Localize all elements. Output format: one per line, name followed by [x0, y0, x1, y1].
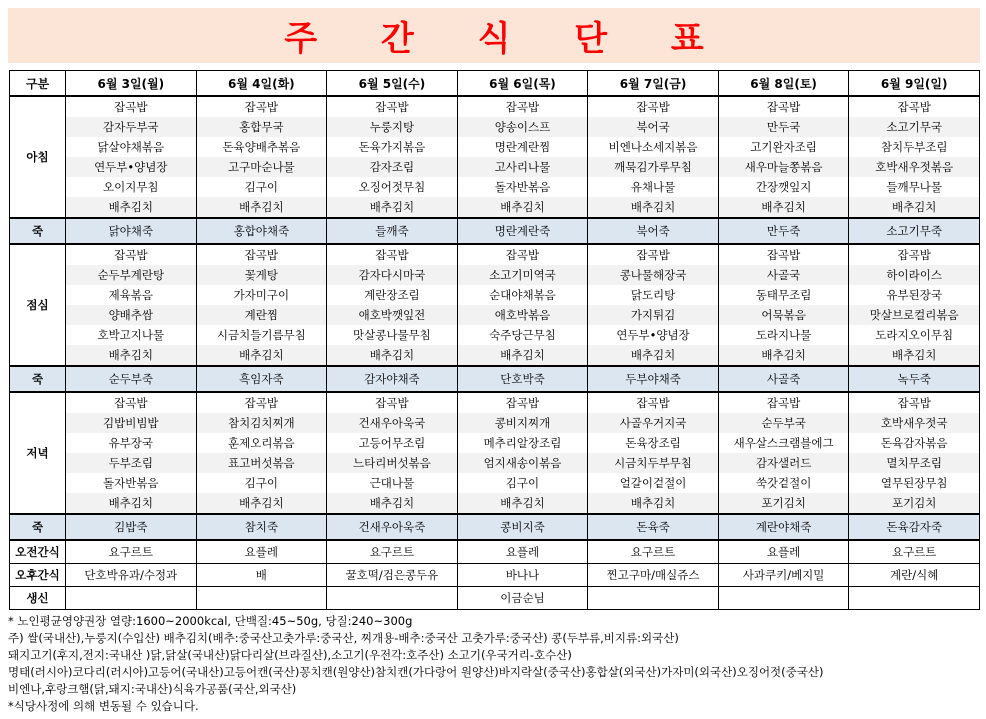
menu-item: 잡곡밥: [66, 392, 197, 413]
menu-item: 누룽지탕: [327, 117, 458, 137]
menu-item: 배추김치: [327, 493, 458, 514]
menu-item: 닭도리탕: [588, 285, 719, 305]
menu-item: 느타리버섯볶음: [327, 453, 458, 473]
birthday-item: [196, 587, 327, 610]
menu-item: 순두부계란탕: [66, 265, 197, 285]
dinner-porridge-row: [10, 514, 980, 540]
dinner-label: 저녁: [10, 392, 66, 514]
day-header-thu: 6월 6일(목): [457, 71, 588, 97]
menu-item: 들깨무나물: [849, 177, 980, 197]
am-snack-label: 오전간식: [10, 540, 66, 564]
menu-item: 잡곡밥: [457, 392, 588, 413]
menu-item: 감자샐러드: [718, 453, 849, 473]
menu-item: 호박고지나물: [66, 325, 197, 345]
title-banner: [8, 8, 980, 63]
birthday-item: [66, 587, 197, 610]
menu-row: [10, 473, 980, 493]
pm-snack-row: [10, 564, 980, 587]
menu-item: 돈육가지볶음: [327, 137, 458, 157]
menu-item: 돌자반볶음: [457, 177, 588, 197]
menu-item: 고구마순나물: [196, 157, 327, 177]
porridge-item: 계란야채죽: [718, 514, 849, 540]
porridge-item: 순두부죽: [66, 366, 197, 392]
weekly-menu-table: [9, 70, 980, 610]
menu-item: 잡곡밥: [457, 96, 588, 117]
menu-item: 꽃게탕: [196, 265, 327, 285]
menu-row: [10, 285, 980, 305]
menu-item: 돈육감자볶음: [849, 433, 980, 453]
menu-row: [10, 96, 980, 117]
menu-item: 제육볶음: [66, 285, 197, 305]
menu-item: 순두부국: [718, 413, 849, 433]
menu-row: [10, 305, 980, 325]
menu-row: [10, 177, 980, 197]
day-header-wed: 6월 5일(수): [327, 71, 458, 97]
menu-item: 잡곡밥: [196, 96, 327, 117]
menu-item: 닭살야채볶음: [66, 137, 197, 157]
note-line: 주) 쌀(국내산),누룽지(수입산) 배추김치(배추:중국산고춧가루:중국산, 찌개용-배추:중국산 고춧가루:중국산) 콩(두부류,비지류:외국산): [8, 631, 679, 645]
pm-snack-item: 바나나: [457, 564, 588, 587]
menu-item: 잡곡밥: [66, 244, 197, 265]
menu-item: 배추김치: [588, 197, 719, 218]
day-header-fri: 6월 7일(금): [588, 71, 719, 97]
menu-item: 소고기무국: [849, 117, 980, 137]
menu-item: 연두부•양념장: [588, 325, 719, 345]
menu-item: 김구이: [196, 473, 327, 493]
menu-item: 잡곡밥: [196, 392, 327, 413]
menu-item: 배추김치: [718, 345, 849, 366]
menu-row: [10, 325, 980, 345]
porridge-item: 콩비지죽: [457, 514, 588, 540]
menu-item: 잡곡밥: [66, 96, 197, 117]
am-snack-item: 요플레: [457, 540, 588, 564]
menu-item: 열무된장무침: [849, 473, 980, 493]
menu-item: 두부조림: [66, 453, 197, 473]
menu-item: 잡곡밥: [588, 244, 719, 265]
menu-row: [10, 413, 980, 433]
menu-item: 잡곡밥: [718, 392, 849, 413]
note-line: *식당사정에 의해 변동될 수 있습니다.: [8, 699, 199, 713]
menu-item: 고사리나물: [457, 157, 588, 177]
porridge-label: 죽: [10, 514, 66, 540]
menu-row: [10, 157, 980, 177]
porridge-item: 감자야채죽: [327, 366, 458, 392]
menu-item: 애호박볶음: [457, 305, 588, 325]
page-title: 주 간 식 단 표: [284, 19, 730, 59]
menu-item: 잡곡밥: [718, 244, 849, 265]
menu-row: [10, 345, 980, 366]
menu-item: 가지튀김: [588, 305, 719, 325]
breakfast-label: 아침: [10, 96, 66, 218]
menu-item: 콩비지찌개: [457, 413, 588, 433]
birthday-item: 이금순님: [457, 587, 588, 610]
menu-item: 유채나물: [588, 177, 719, 197]
menu-item: 잡곡밥: [327, 96, 458, 117]
porridge-item: 홍합야채죽: [196, 218, 327, 244]
menu-item: 시금치두부무침: [588, 453, 719, 473]
porridge-item: 단호박죽: [457, 366, 588, 392]
porridge-item: 소고기무죽: [849, 218, 980, 244]
day-header-sat: 6월 8일(토): [718, 71, 849, 97]
menu-item: 계란장조림: [327, 285, 458, 305]
menu-item: 참치김치찌개: [196, 413, 327, 433]
menu-item: 간장깻잎지: [718, 177, 849, 197]
note-line: 명태(러시아)코다리(러시아)고등어(국내산)고등어캔(국산)꽁치캔(원양산)참치캔(가다랑어 원양산)바지락살(중국산)홍합살(외국산)가자미(외국산)오징어젓(중국산): [8, 665, 824, 679]
menu-item: 배추김치: [66, 197, 197, 218]
menu-item: 메추리알장조림: [457, 433, 588, 453]
menu-item: 하이라이스: [849, 265, 980, 285]
menu-item: 포기김치: [849, 493, 980, 514]
menu-item: 도라지나물: [718, 325, 849, 345]
menu-item: 잡곡밥: [718, 96, 849, 117]
menu-item: 비엔나소세지볶음: [588, 137, 719, 157]
menu-item: 소고기미역국: [457, 265, 588, 285]
lunch-label: 점심: [10, 244, 66, 366]
menu-item: 배추김치: [588, 493, 719, 514]
menu-item: 잡곡밥: [588, 392, 719, 413]
menu-item: 북어국: [588, 117, 719, 137]
menu-row: [10, 433, 980, 453]
birthday-row: [10, 587, 980, 610]
menu-item: 잡곡밥: [457, 244, 588, 265]
menu-item: 유부된장국: [849, 285, 980, 305]
menu-item: 배추김치: [196, 197, 327, 218]
pm-snack-item: 단호박유과/수정과: [66, 564, 197, 587]
menu-item: 순대야채볶음: [457, 285, 588, 305]
menu-item: 양배추쌈: [66, 305, 197, 325]
menu-item: 연두부•양념장: [66, 157, 197, 177]
porridge-item: 김밥죽: [66, 514, 197, 540]
menu-item: 엄지새송이볶음: [457, 453, 588, 473]
day-header-tue: 6월 4일(화): [196, 71, 327, 97]
notes: [8, 613, 983, 715]
am-snack-item: 요플레: [718, 540, 849, 564]
am-snack-item: 요구르트: [588, 540, 719, 564]
menu-item: 숙주당근무침: [457, 325, 588, 345]
porridge-label: 죽: [10, 366, 66, 392]
am-snack-item: 요구르트: [66, 540, 197, 564]
porridge-item: 북어죽: [588, 218, 719, 244]
menu-item: 감자두부국: [66, 117, 197, 137]
menu-item: 배추김치: [196, 493, 327, 514]
porridge-item: 사골죽: [718, 366, 849, 392]
menu-item: 배추김치: [327, 197, 458, 218]
birthday-item: [588, 587, 719, 610]
menu-item: 잡곡밥: [849, 392, 980, 413]
porridge-item: 닭야채죽: [66, 218, 197, 244]
menu-item: 잡곡밥: [849, 96, 980, 117]
menu-item: 잡곡밥: [196, 244, 327, 265]
porridge-item: 들깨죽: [327, 218, 458, 244]
menu-item: 맛살콩나물무침: [327, 325, 458, 345]
menu-row: [10, 244, 980, 265]
menu-item: 콩나물해장국: [588, 265, 719, 285]
menu-item: 배추김치: [588, 345, 719, 366]
porridge-item: 흑임자죽: [196, 366, 327, 392]
porridge-item: 참치죽: [196, 514, 327, 540]
header-row: [10, 71, 980, 97]
menu-item: 배추김치: [849, 197, 980, 218]
menu-item: 돌자반볶음: [66, 473, 197, 493]
menu-item: 감자조림: [327, 157, 458, 177]
birthday-label: 생신: [10, 587, 66, 610]
menu-item: 동태무조림: [718, 285, 849, 305]
menu-row: [10, 265, 980, 285]
menu-row: [10, 197, 980, 218]
menu-item: 양송이스프: [457, 117, 588, 137]
note-line: * 노인평균영양권장 열량:1600~2000kcal, 단백질:45~50g, 당질:240~300g: [8, 614, 413, 628]
birthday-item: [327, 587, 458, 610]
menu-item: 김밥비빔밥: [66, 413, 197, 433]
menu-item: 근대나물: [327, 473, 458, 493]
menu-item: 돈육장조림: [588, 433, 719, 453]
menu-item: 잡곡밥: [327, 392, 458, 413]
menu-item: 훈제오리볶음: [196, 433, 327, 453]
porridge-label: 죽: [10, 218, 66, 244]
porridge-item: 명란계란죽: [457, 218, 588, 244]
menu-item: 잡곡밥: [327, 244, 458, 265]
menu-item: 고등어무조림: [327, 433, 458, 453]
menu-item: 참치두부조림: [849, 137, 980, 157]
menu-item: 명란계란찜: [457, 137, 588, 157]
menu-item: 멸치무조림: [849, 453, 980, 473]
am-snack-item: 요구르트: [849, 540, 980, 564]
am-snack-item: 요구르트: [327, 540, 458, 564]
menu-item: 잡곡밥: [849, 244, 980, 265]
menu-item: 배추김치: [66, 345, 197, 366]
menu-item: 배추김치: [457, 345, 588, 366]
birthday-item: [718, 587, 849, 610]
menu-item: 배추김치: [718, 197, 849, 218]
porridge-item: 녹두죽: [849, 366, 980, 392]
pm-snack-label: 오후간식: [10, 564, 66, 587]
menu-item: 오징어젓무침: [327, 177, 458, 197]
menu-item: 쑥갓겉절이: [718, 473, 849, 493]
pm-snack-item: 찐고구마/매실쥬스: [588, 564, 719, 587]
menu-item: 만두국: [718, 117, 849, 137]
porridge-item: 돈육감자죽: [849, 514, 980, 540]
menu-item: 가자미구이: [196, 285, 327, 305]
menu-item: 어묵볶음: [718, 305, 849, 325]
menu-item: 호박새우젓볶음: [849, 157, 980, 177]
header-label: 구분: [10, 71, 66, 97]
menu-item: 새우마늘쫑볶음: [718, 157, 849, 177]
menu-item: 사골국: [718, 265, 849, 285]
menu-item: 계란찜: [196, 305, 327, 325]
note-line: 돼지고기(후지,전지:국내산 )닭,닭살(국내산)닭다리살(브라질산),소고기(우전각:호주산) 소고기(우국거리-호수산): [8, 648, 572, 662]
menu-item: 김구이: [457, 473, 588, 493]
menu-item: 돈육양배추볶음: [196, 137, 327, 157]
menu-item: 유부장국: [66, 433, 197, 453]
porridge-item: 돈육죽: [588, 514, 719, 540]
menu-item: 배추김치: [849, 345, 980, 366]
menu-item: 호박새우젓국: [849, 413, 980, 433]
menu-item: 새우살스크램블에그: [718, 433, 849, 453]
menu-item: 건새우아욱국: [327, 413, 458, 433]
porridge-item: 건새우아욱죽: [327, 514, 458, 540]
pm-snack-item: 계란/식혜: [849, 564, 980, 587]
menu-item: 애호박깻잎전: [327, 305, 458, 325]
menu-item: 고기완자조림: [718, 137, 849, 157]
porridge-item: 만두죽: [718, 218, 849, 244]
menu-item: 감자다시마국: [327, 265, 458, 285]
menu-row: [10, 453, 980, 473]
menu-item: 오이지무침: [66, 177, 197, 197]
menu-item: 맛살브로컬리볶음: [849, 305, 980, 325]
menu-row: [10, 493, 980, 514]
menu-item: 도라지오이무침: [849, 325, 980, 345]
menu-item: 배추김치: [457, 197, 588, 218]
pm-snack-item: 배: [196, 564, 327, 587]
day-header-sun: 6월 9일(일): [849, 71, 980, 97]
day-header-mon: 6월 3일(월): [66, 71, 197, 97]
menu-item: 배추김치: [196, 345, 327, 366]
menu-item: 사골우거지국: [588, 413, 719, 433]
menu-item: 배추김치: [327, 345, 458, 366]
pm-snack-item: 사과쿠키/베지밀: [718, 564, 849, 587]
note-line: 비엔나,후랑크햄(닭,돼지:국내산)식육가공품(국산,외국산): [8, 682, 297, 696]
menu-row: [10, 392, 980, 413]
menu-item: 포기김치: [718, 493, 849, 514]
menu-row: [10, 137, 980, 157]
birthday-item: [849, 587, 980, 610]
menu-item: 시금치들기름무침: [196, 325, 327, 345]
menu-item: 배추김치: [66, 493, 197, 514]
pm-snack-item: 꿀호떡/검은콩두유: [327, 564, 458, 587]
menu-item: 김구이: [196, 177, 327, 197]
porridge-item: 두부야채죽: [588, 366, 719, 392]
menu-row: [10, 117, 980, 137]
menu-item: 홍합무국: [196, 117, 327, 137]
lunch-porridge-row: [10, 366, 980, 392]
menu-item: 잡곡밥: [588, 96, 719, 117]
menu-item: 배추김치: [457, 493, 588, 514]
am-snack-item: 요플레: [196, 540, 327, 564]
menu-item: 표고버섯볶음: [196, 453, 327, 473]
am-snack-row: [10, 540, 980, 564]
breakfast-porridge-row: [10, 218, 980, 244]
menu-item: 깨묵김가루무침: [588, 157, 719, 177]
menu-item: 얼갈이겉절이: [588, 473, 719, 493]
